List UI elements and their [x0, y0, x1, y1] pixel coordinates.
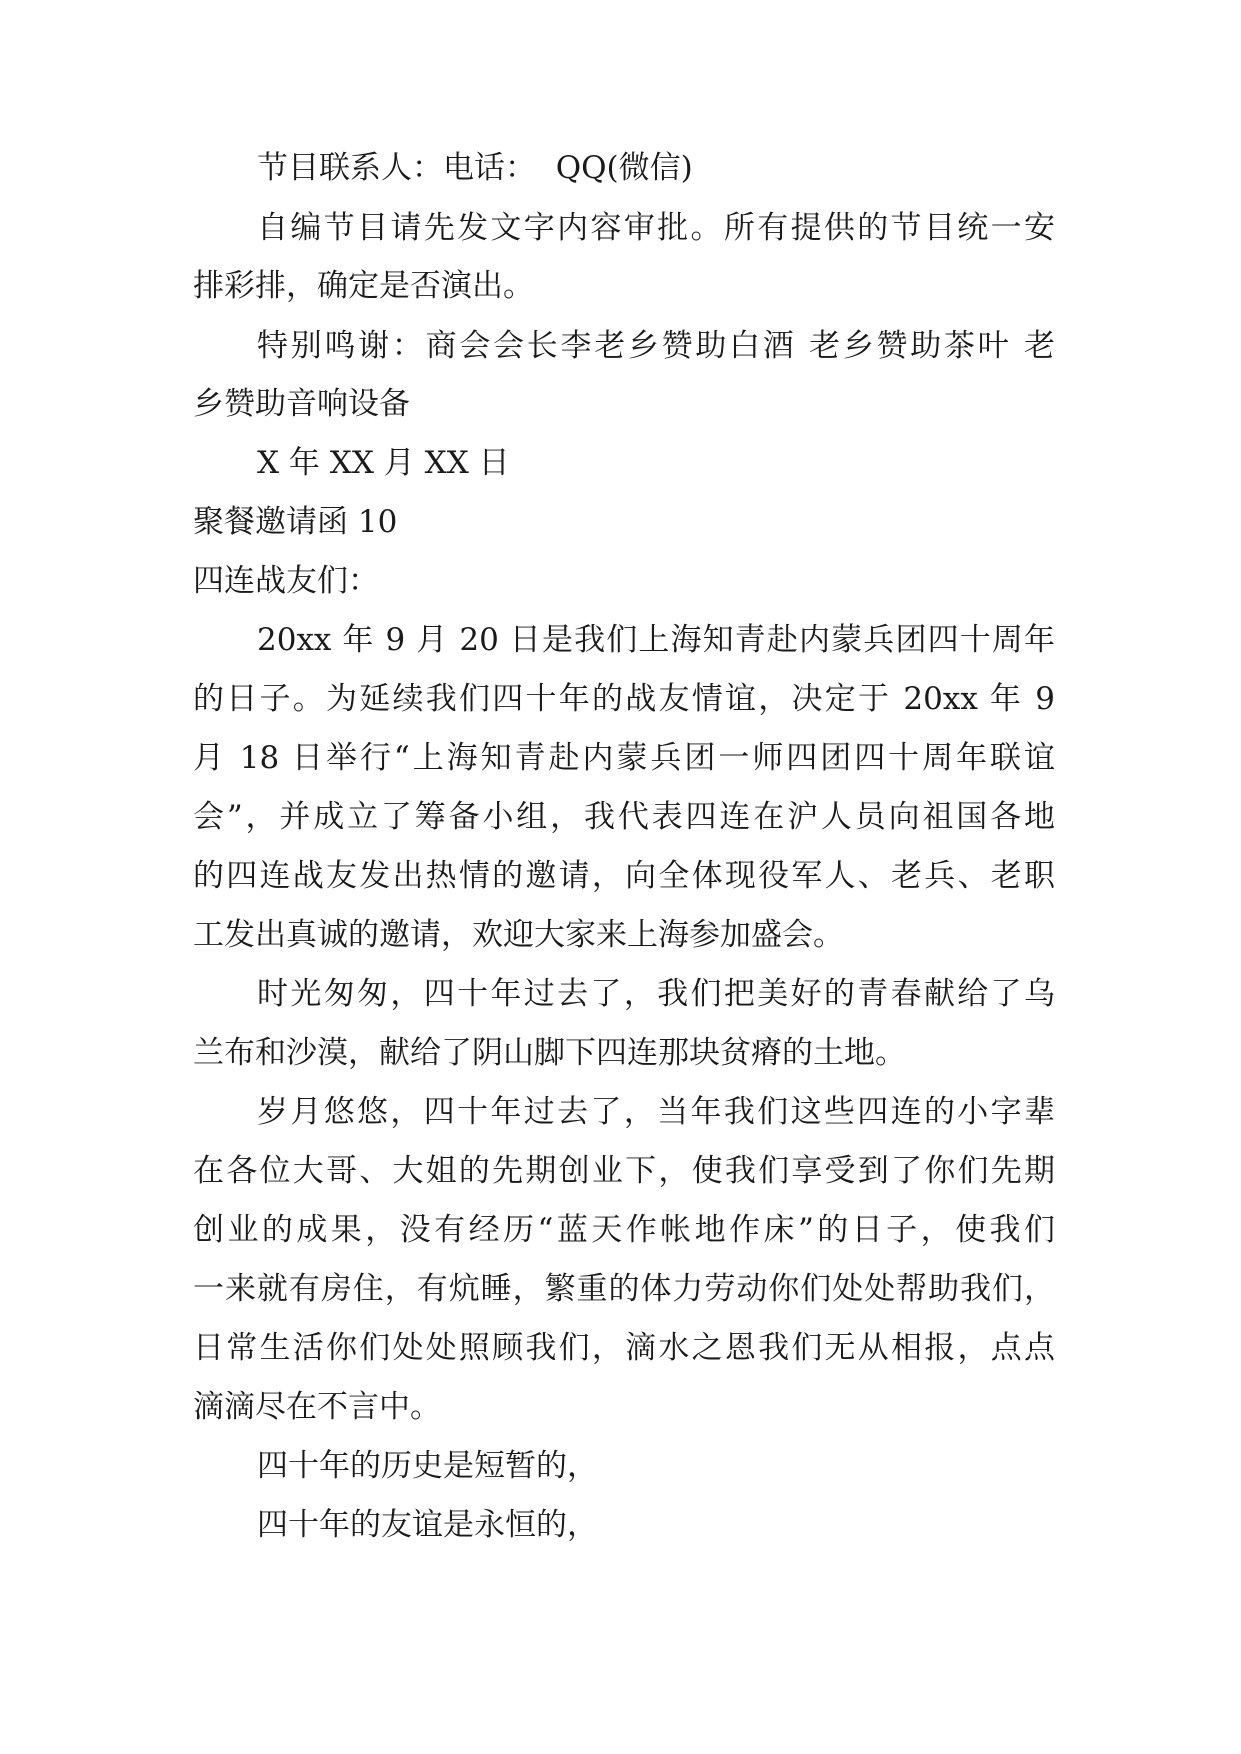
text-line: 月 18 日举行“上海知青赴内蒙兵团一师四团四十周年联谊 [193, 740, 1055, 776]
text-line: 创业的成果，没有经历“蓝天作帐地作床”的日子，使我们 [193, 1212, 1055, 1248]
section-title: 聚餐邀请函 10 [193, 504, 398, 540]
text-line: 四十年的历史是短暂的， [257, 1448, 598, 1484]
text-line: 的日子。为延续我们四十年的战友情谊，决定于 20xx 年 9 [193, 681, 1055, 717]
text-line: 四十年的友谊是永恒的， [257, 1507, 598, 1543]
text-line: 会”，并成立了筹备小组，我代表四连在沪人员向祖国各地 [193, 799, 1055, 835]
text-line: 特别鸣谢：商会会长李老乡赞助白酒 老乡赞助茶叶 老 [257, 328, 1055, 364]
text-line: 在各位大哥、大姐的先期创业下，使我们享受到了你们先期 [193, 1153, 1055, 1189]
text-line: 兰布和沙漠，献给了阴山脚下四连那块贫瘠的土地。 [193, 1035, 906, 1071]
text-line: 滴滴尽在不言中。 [193, 1389, 441, 1425]
text-line: 20xx 年 9 月 20 日是我们上海知青赴内蒙兵团四十周年 [257, 622, 1055, 658]
text-line: 日常生活你们处处照顾我们，滴水之恩我们无从相报，点点 [193, 1330, 1055, 1366]
text-line: 时光匆匆，四十年过去了，我们把美好的青春献给了乌 [257, 976, 1055, 1012]
text-line: 节目联系人：电话： QQ(微信) [257, 150, 693, 186]
text-line: 的四连战友发出热情的邀请，向全体现役军人、老兵、老职 [193, 858, 1055, 894]
text-line: 工发出真诚的邀请，欢迎大家来上海参加盛会。 [193, 917, 844, 953]
text-line: 一来就有房住，有炕睡，繁重的体力劳动你们处处帮助我们， [193, 1271, 1055, 1307]
text-line: 自编节目请先发文字内容审批。所有提供的节目统一安 [257, 210, 1055, 246]
text-line: 乡赞助音响设备 [193, 386, 410, 422]
date-line: X 年 XX 月 XX 日 [257, 445, 510, 481]
text-line: 岁月悠悠，四十年过去了，当年我们这些四连的小字辈 [257, 1094, 1055, 1130]
salutation: 四连战友们： [193, 563, 379, 599]
text-line: 排彩排，确定是否演出。 [193, 268, 534, 304]
